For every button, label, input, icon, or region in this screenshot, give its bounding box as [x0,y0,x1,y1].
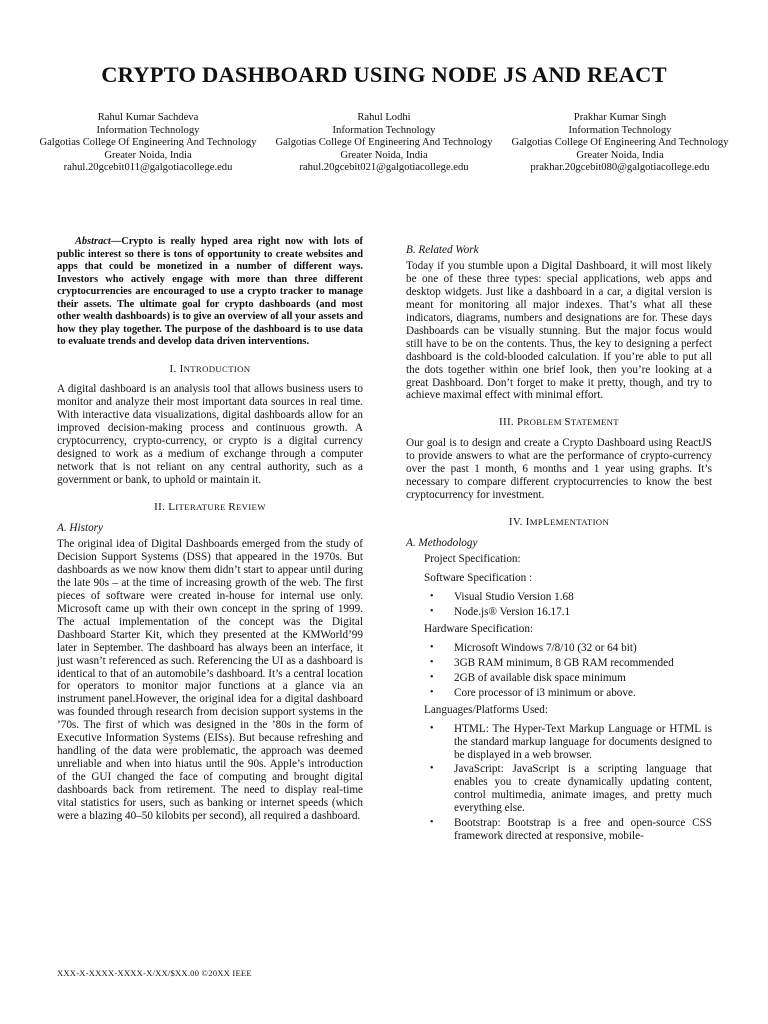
list-item: • Node.js® Version 16.17.1 [454,606,712,619]
section-rest: NTRODUCTION [183,363,251,374]
author-email: prakhar.20gcebit080@galgotiacollege.edu [530,162,710,174]
section-initial: I [179,362,184,375]
hardware-spec-list [406,642,712,700]
section-number: III. [499,416,514,429]
section-initial: L [543,516,551,529]
list-item: • 2GB of available disk space minimum [454,672,712,685]
section-number: IV. [508,516,523,529]
section-initial: P [517,416,524,429]
author-block [30,112,738,175]
copyright-footer: XXX-X-XXXX-XXXX-X/XX/$XX.00 ©20XX IEEE [57,968,252,978]
author-3 [502,112,738,175]
author-location: Greater Noida, India [576,149,664,161]
author-dept: Information Technology [332,124,436,136]
abstract [57,236,363,349]
list-item: • HTML: The Hyper-Text Markup Language or HTML is the standard markup language for documents designed to be displayed in a web browser. [454,723,712,762]
section-heading-problem-statement [406,416,712,429]
author-name: Rahul Kumar Sachdeva [97,112,199,123]
abstract-label: Abstract [75,236,111,247]
introduction-text: A digital dashboard is an analysis tool that allows business users to monitor and analyze their most important data sources in real time. With interactive data visualizations, digital dashboards allow for an improved decision-making process and continuous growth. A cryptocurrency, crypto-currency, or crypto is a digital currency designed to work as a medium of exchange through a computer network that is not reliant on any central authority, such as a government or bank, to uphold or maintain it. [57,383,363,487]
section-heading-literature-review [57,501,363,514]
section-rest: EVIEW [235,502,266,513]
section-initial: R [228,501,236,514]
author-2 [266,112,502,175]
hardware-spec-label: Hardware Specification: [424,622,534,635]
left-column [57,236,363,823]
author-college: Galgotias College Of Engineering And Technology [511,137,729,149]
abstract-dash: — [110,236,122,247]
related-work-text: Today if you stumble upon a Digital Dashboard, it will most likely be one of these three types: special applications, web apps and desktop widgets. Just like a dashboard in a car, a digital version is meant for monitoring all major indexes. That’s what all these indicators, diagrams, numbers and designations are for. These days Dashboards can be visually stunning. But the major focus would still have to be on the contents. Thus, the key to designing a perfect dashboard is the cold-blooded calculation. If you’re able to put all the dots together within one brief look, then you’re looking at a great Dashboard. Don’t forget to make it pretty, though, and try to achieve maximal effect with minimal effort. [406,259,712,402]
author-dept: Information Technology [568,124,672,136]
list-item: • Microsoft Windows 7/8/10 (32 or 64 bit) [454,642,712,655]
author-location: Greater Noida, India [104,149,192,161]
section-initial: I [525,516,530,529]
section-rest: MP [529,517,544,528]
list-item: • 3GB RAM minimum, 8 GB RAM recommended [454,657,712,670]
author-college: Galgotias College Of Engineering And Technology [39,137,257,149]
author-1 [30,112,266,175]
section-number: II. [154,501,166,514]
list-item: • JavaScript: JavaScript is a scripting language that enables you to create dynamically updating content, control multimedia, animate images, and pretty much everything else. [454,763,712,815]
section-rest: TATEMENT [570,417,619,428]
author-location: Greater Noida, India [340,149,428,161]
section-rest: ROBLEM [523,417,565,428]
software-spec-label: Software Specification : [424,572,533,585]
paper-title: CRYPTO DASHBOARD USING NODE JS AND REACT [101,62,667,87]
author-email: rahul.20gcebit021@galgotiacollege.edu [299,162,469,174]
software-spec-list [406,591,712,619]
history-text: The original idea of Digital Dashboards emerged from the study of Decision Support Systems (DSS) that appeared in the 1970s. But dashboards as we now know them didn’t start to appear until during the late 90s – at the time of increasing growth of the web. The first pieces of software were created in-house for internal use only. Microsoft came up with their own concept in the spring of 1999. The actual implementation of the concept was the Digital Dashboard Starter Kit, which they presented at the KMWorld’99 later in September. The dashboard has always been an interface, it just wasn’t referenced as such. Referencing the UI as a dashboard is identical to that of an automobile’s dashboard. It’s a central location for operators to monitor major functions at a glance via an instrument panel.However, the original idea for a digital dashboard was founded through research from decision support systems in the ’70s. The first of which was designed in the ’80s in the form of Executive Information Systems (EISs). But because refreshing and handling of the data were problematic, the approach was deemed unreliable and when into hiatus until the 90s. Apple’s introduction of the GUI changed the face of computing and brought digital dashboards back from retirement. The need to display real-time vital statistics for users, such as banking or internet speeds (which were a blazing 40–50 kilobits per second), all required a dashboard. [57,537,363,822]
list-item: • Core processor of i3 minimum or above. [454,687,712,700]
author-email: rahul.20gcebit011@galgotiacollege.edu [63,162,233,174]
section-rest: ITERATURE [175,502,229,513]
section-number: I. [169,362,177,375]
list-item: • Bootstrap: Bootstrap is a free and open-source CSS framework directed at responsive, mobile- [454,817,712,843]
languages-label: Languages/Platforms Used: [424,703,548,716]
subsection-heading-related-work: B. Related Work [406,244,479,256]
author-dept: Information Technology [96,124,200,136]
subsection-heading-methodology: A. Methodology [406,537,478,550]
problem-statement-text: Our goal is to design and create a Crypto Dashboard using ReactJS to provide answers to what are the performance of crypto-currency over the past 1 month, 6 months and 1 year using graphs. It’s necessary to compare different cryptocurrencies to know the best cryptocurrency for investment. [406,437,712,502]
project-spec-label: Project Specification: [424,553,521,566]
author-name: Rahul Lodhi [357,112,411,123]
subsection-heading-history: A. History [57,522,103,535]
section-rest: EMENTATION [550,517,610,528]
languages-list [406,723,712,844]
author-name: Prakhar Kumar Singh [573,112,667,123]
right-column [406,236,712,847]
list-item: • Visual Studio Version 1.68 [454,591,712,604]
section-heading-implementation [406,516,712,529]
section-heading-introduction [57,363,363,376]
abstract-text: Crypto is really hyped area right now with lots of public interest so there is tons of opportunity to create websites and apps that could be monetized in a number of different ways. Investors who actively engage with more than three different cryptocurrencies are encouraged to use a crypto tracker to manage their assets. The ultimate goal for crypto dashboards (and most other wealth dashboards) is to give an overview of all your assets and how they play together. The purpose of the dashboard is to use data to evaluate trends and develop data driven interventions. [57,236,363,347]
section-initial: S [564,416,571,429]
section-initial: L [168,501,176,514]
author-college: Galgotias College Of Engineering And Technology [275,137,493,149]
